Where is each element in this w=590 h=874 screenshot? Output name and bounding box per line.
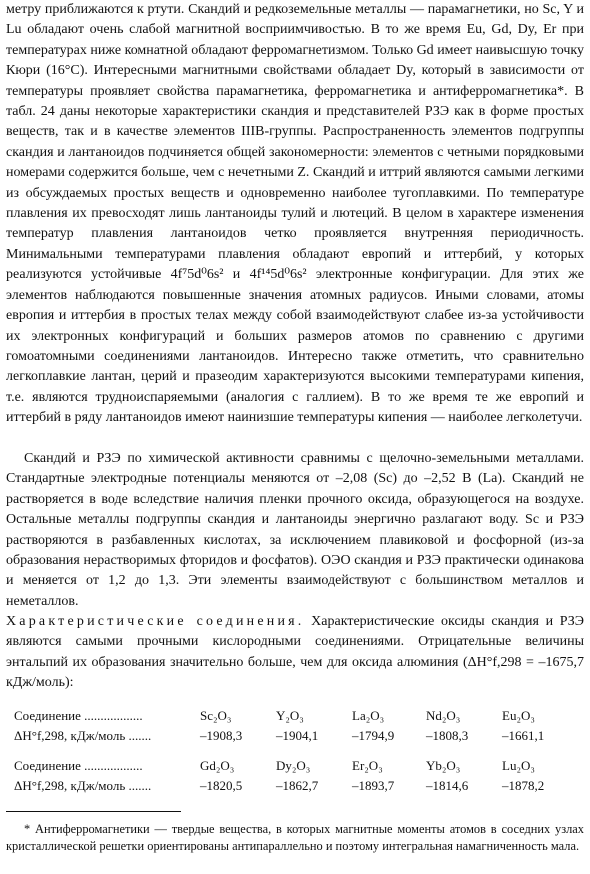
footnote: * Антиферромагнетики — твердые вещества, в которых магнитные моменты атомов в соседних узлах кристаллической решетки ориентированы антипараллельно и поэтому интегральная намагниченность мала.: [6, 822, 584, 853]
row-label: Соединение ..................: [14, 708, 143, 723]
enthalpy-table: [14, 708, 582, 798]
table-cell: Gd₂O₃: [200, 758, 235, 773]
table-cell: –1893,7: [352, 778, 395, 793]
table-cell: –1862,7: [276, 778, 319, 793]
table-row: [14, 728, 582, 748]
paragraph-3: [6, 612, 584, 694]
row-label: ΔH°f,298, кДж/моль .......: [14, 778, 152, 793]
table-cell: –1808,3: [426, 728, 469, 743]
table-cell: –1794,9: [352, 728, 395, 743]
table-cell: –1814,6: [426, 778, 469, 793]
table-cell: Lu₂O₃: [502, 758, 535, 773]
row-label: Соединение ..................: [14, 758, 143, 773]
paragraph-1: метру приближаются к ртути. Скандий и редкоземельные металлы — парамагнетики, но Sc, Y и Lu обладают очень слабой магнитной восприимчивостью. В то же время Eu, Gd, Dy, Er при температурах ниже комнатной обладают ферромагнетизмом. Только Gd имеет наивысшую точку Кюри (16°C). Интересными магнитными свойствами обладает Dy, который в зависимости от температуры проявляет свойства парамагнетика, ферромагнетика и антиферромагнетика*. В табл. 24 даны некоторые характеристики скандия и представителей РЗЭ как в форме простых веществ, так и в качестве элементов IIIB-группы. Распространенность элементов подгруппы скандия и лантаноидов подчиняется общей закономерности: элементов с четными порядковыми номерами содержится больше, чем с нечетными Z. Скандий и иттрий являются самыми легкими из обсуждаемых простых веществ и одновременно наиболее тугоплавкими. По температуре плавления их превосходят лишь лантаноиды тулий и лютеций. В целом в характере изменения температур плавления лантаноидов четко проявляется внутренняя периодичность. Минимальными температурами плавления обладают европий и иттербий, у которых реализуются устойчивые 4f⁷5d⁰6s² и 4f¹⁴5d⁰6s² электронные конфигурации. Для этих же элементов наблюдаются повышенные значения атомных радиусов. Иными словами, атомы европия и иттербия в простых телах между собой взаимодействуют слабее из-за устойчивости их электронных конфигураций и больших размеров атомов по сравнению с другими гомоатомными соединениями лантаноидов. Интересно также отметить, что сравнительно легкоплавкие лантан, церий и празеодим характеризуются высокими температурами кипения, т.е. являются трудноиспаряемыми (аналогия с галлием). В то же время те же европий и иттербий в ряду лантаноидов имеют наинизшие температуры кипения — наиболее легколетучи.: [6, 2, 584, 426]
table-cell: Y₂O₃: [276, 708, 304, 723]
table-cell: La₂O₃: [352, 708, 385, 723]
table-cell: Nd₂O₃: [426, 708, 461, 723]
table-row: [14, 708, 582, 728]
table-cell: –1908,3: [200, 728, 243, 743]
table-row: [14, 778, 582, 798]
paragraph-2: Скандий и РЗЭ по химической активности сравнимы с щелочно-земельными металлами. Стандартные электродные потенциалы меняются от –2,08 (Sc) до –2,52 В (La). Скандий не растворяется в воде вследствие наличия пленки прочного оксида, образующегося на воздухе. Остальные металлы подгруппы скандия и лантаноиды энергично разлагают воду. Sc и РЗЭ растворяются в разбавленных кислотах, за исключением плавиковой и фосфорной (из-за образования нерастворимых фторидов и фосфатов). ОЭО скандия и РЗЭ практически одинакова и меняется от 1,2 до 1,3. Эти элементы взаимодействуют с большинством металлов и неметаллов.: [6, 451, 584, 609]
table-cell: –1661,1: [502, 728, 545, 743]
table-cell: Yb₂O₃: [426, 758, 461, 773]
footnote-divider: [6, 811, 181, 812]
table-cell: –1878,2: [502, 778, 545, 793]
table-cell: –1904,1: [276, 728, 319, 743]
table-cell: Sc₂O₃: [200, 708, 232, 723]
row-label: ΔH°f,298, кДж/моль .......: [14, 728, 152, 743]
section-heading: Характеристические соединения.: [6, 614, 305, 629]
table-row: [14, 758, 582, 778]
table-cell: –1820,5: [200, 778, 243, 793]
paragraph-3-body: Характеристические оксиды скандия и РЗЭ являются самыми прочными кислородными соединениями. Отрицательные величины энтальпий их образования значительно больше, чем для оксида алюминия (ΔH°f,298 = –1675,7 кДж/моль):: [6, 614, 584, 691]
table-cell: Er₂O₃: [352, 758, 383, 773]
table-cell: Dy₂O₃: [276, 758, 311, 773]
table-cell: Eu₂O₃: [502, 708, 535, 723]
